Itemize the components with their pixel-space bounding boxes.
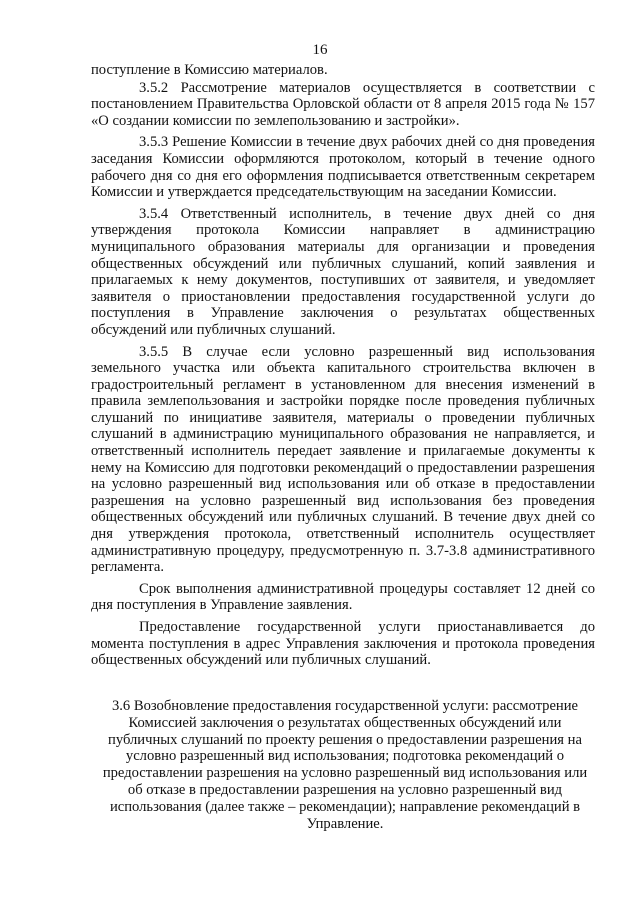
paragraph-3-5-3: 3.5.3 Решение Комиссии в течение двух рабочих дней со дня проведения заседания Комиссии оформляются протоколом, который в течение одного рабочего дня со дня его оформления подписывается ответственным секретарем Комиссии и утверждается председательствующим на заседании Комиссии. [91, 134, 595, 201]
paragraph-suspension: Предоставление государственной услуги приостанавливается до момента поступления в адрес Управления заключения и протокола проведения общественных обсуждений или публичных слушаний. [91, 619, 595, 669]
paragraph-3-5-4: 3.5.4 Ответственный исполнитель, в течение двух дней со дня утверждения протокола Комиссии направляет в администрацию муниципального образования материалы для организации и проведения общественных обсуждений или публичных слушаний, копий заявления и прилагаемых к нему документов, поступивших от заявителя, и уведомляет заявителя о приостановлении предоставления государственной услуги до поступления в Управление заключения о результатах общественных обсуждений или публичных слушаний. [91, 205, 595, 338]
page-number: 16 [312, 42, 328, 58]
section-heading-3-6: 3.6 Возобновление предоставления государственной услуги: рассмотрение Комиссией заключения о результатах общественных обсуждений или публичных слушаний по проекту решения о предоставлении разрешения на условно разрешенный вид использования; подготовка рекомендаций о предоставлении разрешения на условно разрешенный вид использования или об отказе в предоставлении разрешения на условно разрешенный вид использования (далее также – рекомендации); направление рекомендаций в Управление. [102, 698, 588, 832]
paragraph-3-5-2: 3.5.2 Рассмотрение материалов осуществляется в соответствии с постановлением Правительства Орловской области от 8 апреля 2015 года № 157 «О создании комиссии по землепользованию и застройки». [91, 79, 595, 129]
body-text [91, 62, 595, 674]
paragraph-deadline: Срок выполнения административной процедуры составляет 12 дней со дня поступления в Управление заявления. [91, 580, 595, 614]
paragraph-3-5-5: 3.5.5 В случае если условно разрешенный вид использования земельного участка или объекта капитального строительства включен в градостроительный регламент в установленном для внесения изменений в правила землепользования и застройки порядке после проведения публичных слушаний по инициативе заявителя, материалы о проведении публичных слушаний в администрацию муниципального образования не направляется, и ответственный исполнитель передает заявление и прилагаемые документы к нему на Комиссию для подготовки рекомендаций о предоставлении разрешения на условно разрешенный вид использования или об отказе в предоставлении разрешения на условно разрешенный вид использования без проведения общественных обсуждений или публичных слушаний. В течение двух дней со дня утверждения протокола, ответственный исполнитель осуществляет административную процедуру, предусмотренную п. 3.7-3.8 административного регламента. [91, 343, 595, 576]
paragraph-continuation: поступление в Комиссию материалов. [91, 62, 328, 78]
